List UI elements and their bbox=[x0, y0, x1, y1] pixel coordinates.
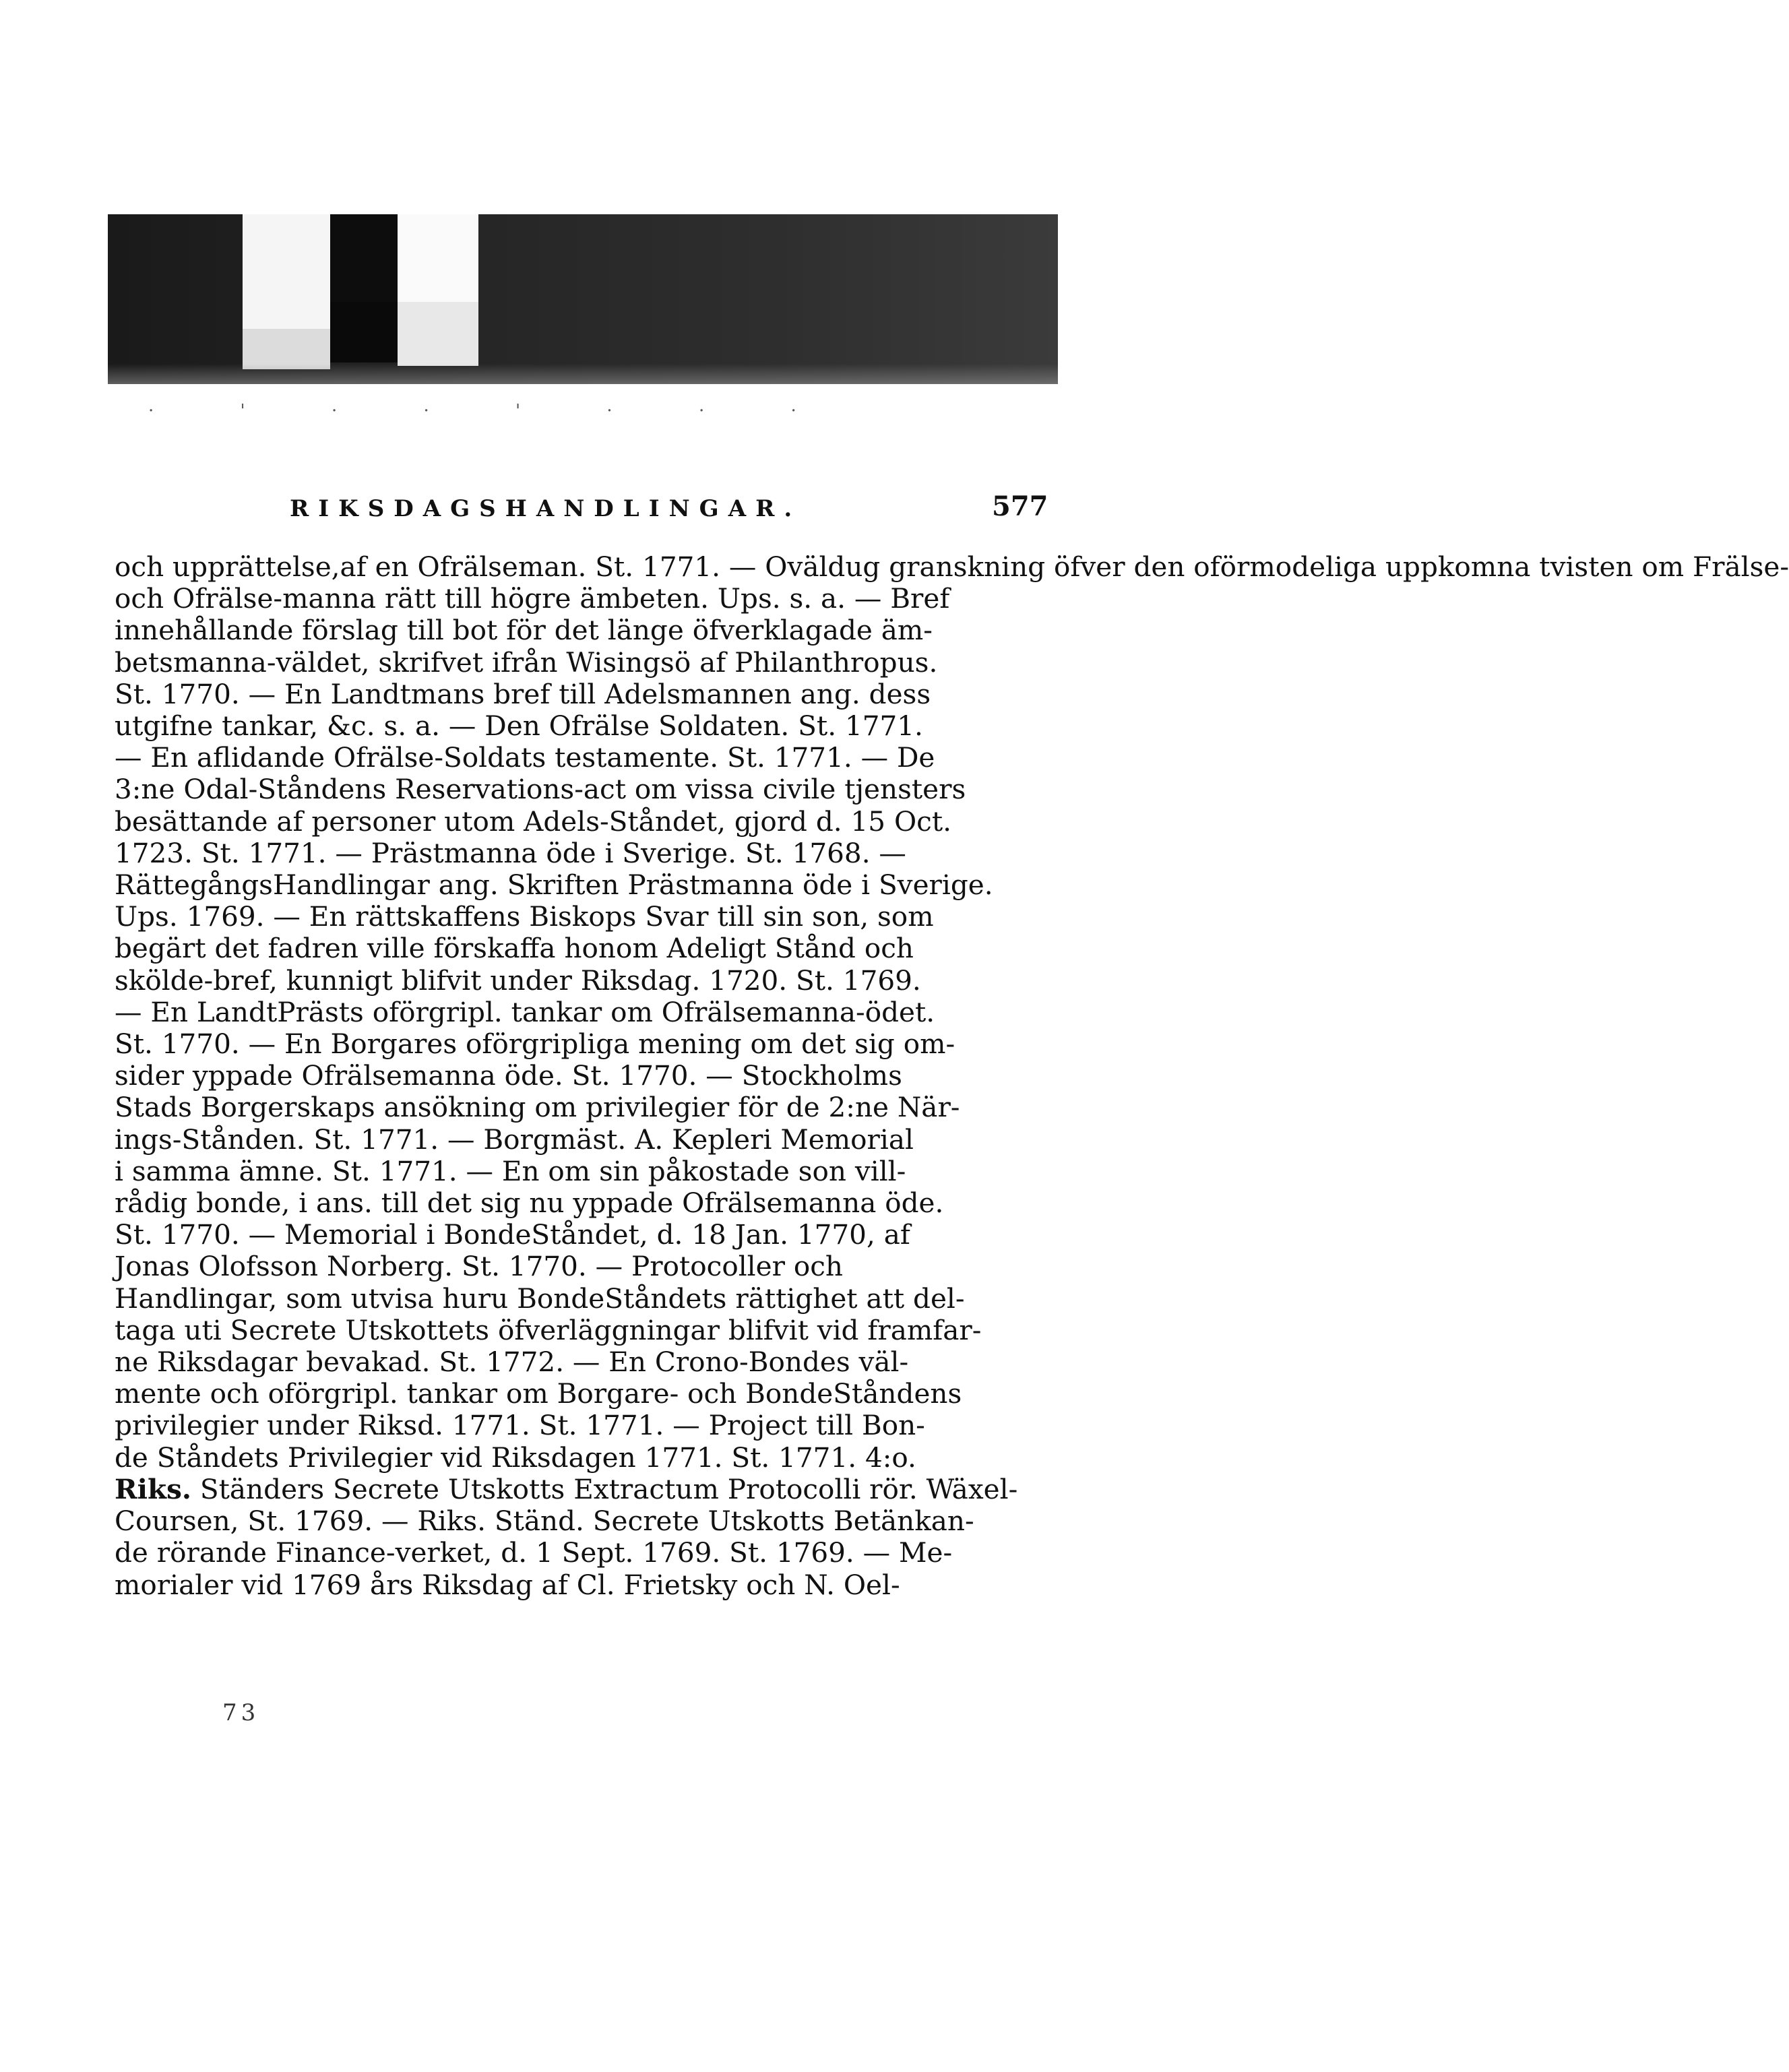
body-line: St. 1770. — En Landtmans bref till Adelsmannen ang. dess bbox=[115, 677, 931, 710]
body-line: — En LandtPrästs oförgripl. tankar om Ofrälsemanna-ödet. bbox=[115, 995, 935, 1028]
entry-heading: Riks. bbox=[115, 1472, 192, 1505]
body-line: ings-Stånden. St. 1771. — Borgmäst. A. Kepleri Memorial bbox=[115, 1123, 914, 1156]
body-line: Coursen, St. 1769. — Riks. Ständ. Secrete Utskotts Betänkan- bbox=[115, 1505, 974, 1538]
body-line: innehållande förslag till bot för det länge öfverklagade äm- bbox=[115, 614, 933, 647]
scan-noise: · ' · · ' · · · bbox=[148, 401, 837, 421]
scan-edge bbox=[108, 364, 1058, 384]
page-body bbox=[115, 551, 1789, 1601]
body-line: Ups. 1769. — En rättskaffens Biskops Svar till sin son, som bbox=[115, 900, 934, 933]
page-number: 577 bbox=[992, 491, 1048, 522]
body-line: Stads Borgerskaps ansökning om privilegier för de 2:ne När- bbox=[115, 1091, 960, 1124]
body-line: skölde-bref, kunnigt blifvit under Riksdag. 1720. St. 1769. bbox=[115, 964, 921, 997]
body-line: privilegier under Riksd. 1771. St. 1771. — Project till Bon- bbox=[115, 1409, 925, 1442]
calibration-patch bbox=[398, 302, 478, 366]
body-line: 1723. St. 1771. — Prästmanna öde i Sverige. St. 1768. — bbox=[115, 836, 906, 869]
body-line: St. 1770. — En Borgares oförgripliga mening om det sig om- bbox=[115, 1028, 955, 1061]
body-line: — En aflidande Ofrälse-Soldats testamente. St. 1771. — De bbox=[115, 741, 935, 774]
body-line: utgifne tankar, &c. s. a. — Den Ofrälse Soldaten. St. 1771. bbox=[115, 710, 923, 743]
body-line: de rörande Finance-verket, d. 1 Sept. 1769. St. 1769. — Me- bbox=[115, 1536, 953, 1569]
body-line: betsmanna-väldet, skrifvet ifrån Wisingsö af Philanthropus. bbox=[115, 646, 938, 679]
body-line: Jonas Olofsson Norberg. St. 1770. — Protocoller och bbox=[115, 1250, 843, 1283]
body-line: morialer vid 1769 års Riksdag af Cl. Frietsky och N. Oel- bbox=[115, 1568, 900, 1601]
entry-text: Ständers Secrete Utskotts Extractum Protocolli rör. Wäxel- bbox=[199, 1472, 1018, 1505]
body-line: besättande af personer utom Adels-Ståndet, gjord d. 15 Oct. bbox=[115, 805, 951, 838]
body-line: taga uti Secrete Utskottets öfverläggningar blifvit vid framfar- bbox=[115, 1313, 982, 1346]
body-line: St. 1770. — Memorial i BondeStåndet, d. 18 Jan. 1770, af bbox=[115, 1218, 910, 1251]
calibration-patch bbox=[243, 329, 330, 369]
calibration-patch bbox=[398, 214, 478, 302]
body-line: och upprättelse,af en Ofrälseman. St. 1771. — Oväldug granskning öfver den oförmodeliga uppkomna tvisten om Frälse- bbox=[115, 551, 1789, 583]
body-line: mente och oförgripl. tankar om Borgare- och BondeStåndens bbox=[115, 1377, 962, 1410]
riks-entry-first-line bbox=[115, 1474, 1078, 1505]
body-line: och Ofrälse-manna rätt till högre ämbeten. Ups. s. a. — Bref bbox=[115, 582, 950, 615]
running-head: RIKSDAGSHANDLINGAR. bbox=[290, 495, 802, 522]
scan-calibration-strip bbox=[108, 214, 1058, 384]
signature-mark: 73 bbox=[222, 1699, 260, 1726]
body-line: i samma ämne. St. 1771. — En om sin påkostade son vill- bbox=[115, 1154, 906, 1187]
body-line: 3:ne Odal-Ståndens Reservations-act om vissa civile tjensters bbox=[115, 773, 966, 806]
body-line: de Ståndets Privilegier vid Riksdagen 1771. St. 1771. 4:o. bbox=[115, 1441, 916, 1474]
body-line: sider yppade Ofrälsemanna öde. St. 1770. — Stockholms bbox=[115, 1059, 902, 1092]
body-line: RättegångsHandlingar ang. Skriften Prästmanna öde i Sverige. bbox=[115, 869, 993, 902]
body-line: ne Riksdagar bevakad. St. 1772. — En Crono-Bondes väl- bbox=[115, 1346, 909, 1379]
body-line: rådig bonde, i ans. till det sig nu yppade Ofrälsemanna öde. bbox=[115, 1187, 944, 1220]
calibration-patch bbox=[243, 214, 330, 329]
body-line: begärt det fadren ville förskaffa honom Adeligt Stånd och bbox=[115, 932, 914, 965]
body-line: Handlingar, som utvisa huru BondeStåndets rättighet att del- bbox=[115, 1282, 965, 1315]
